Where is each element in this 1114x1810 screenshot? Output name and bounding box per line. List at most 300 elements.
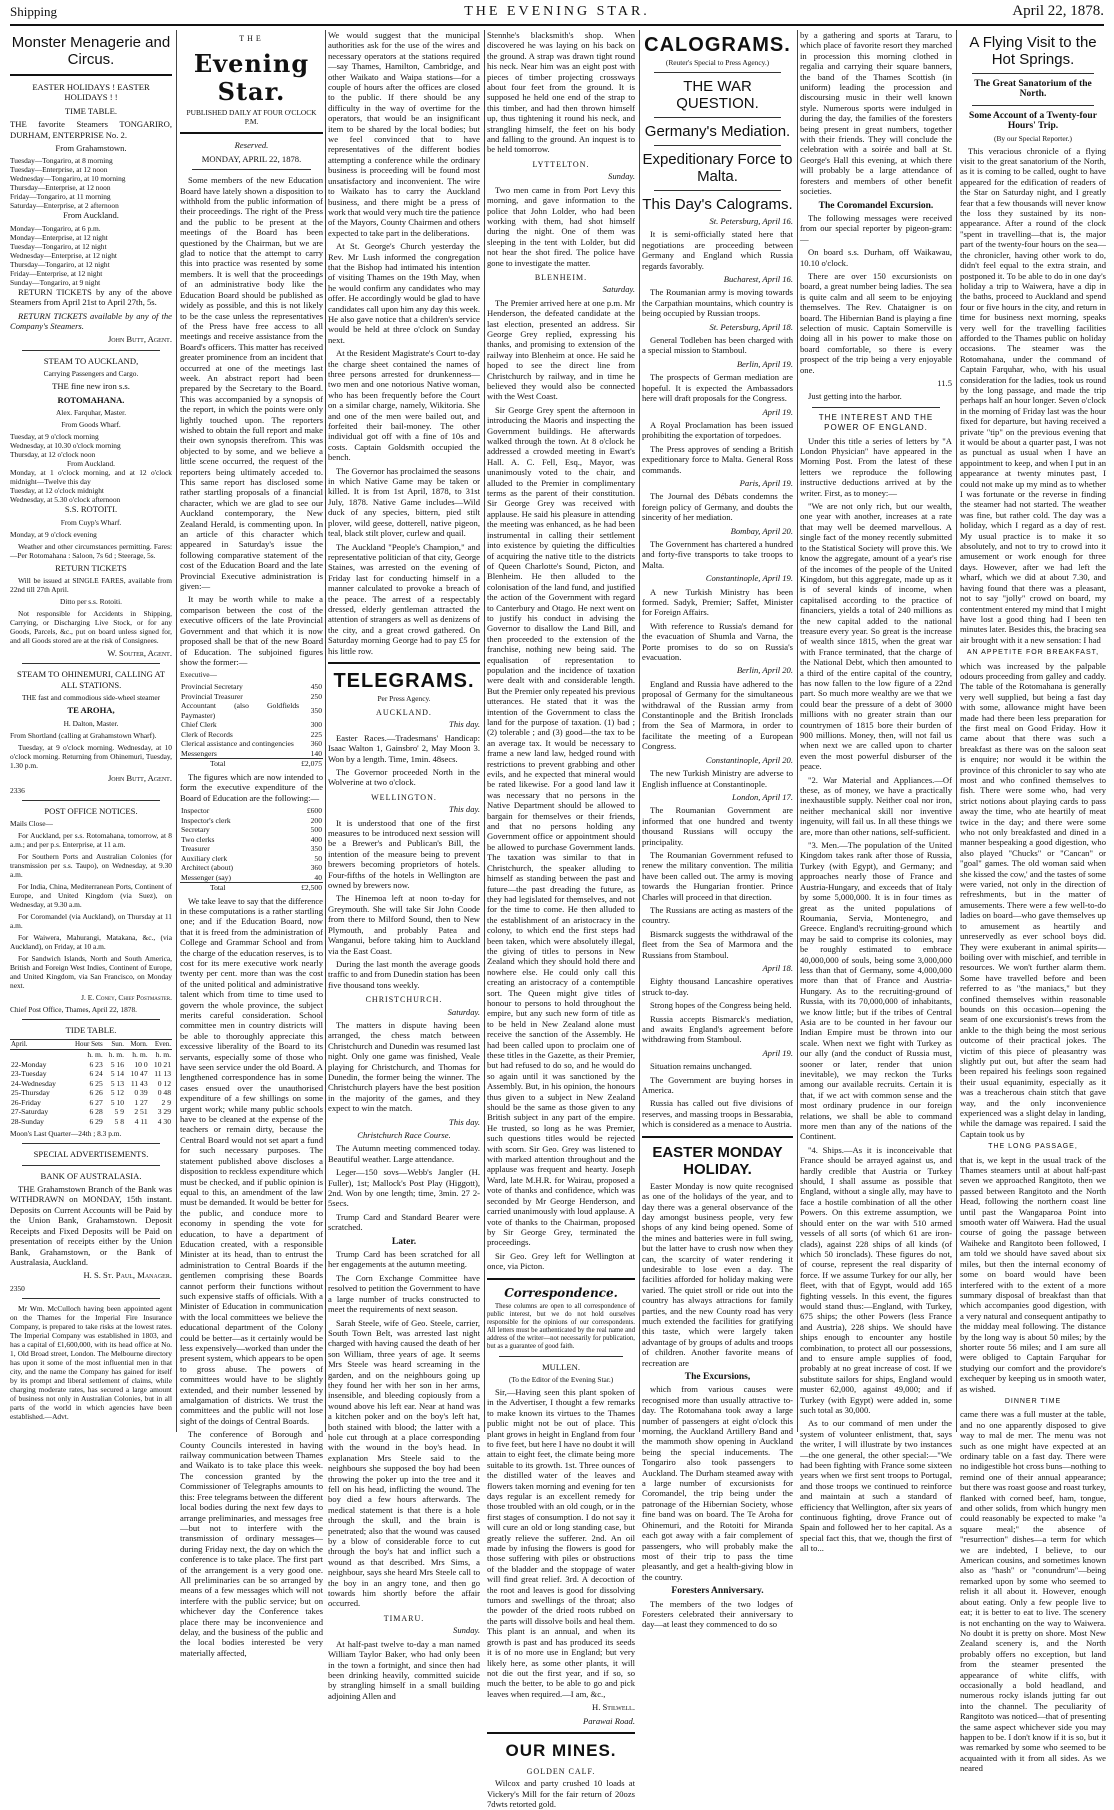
return-tickets-note: RETURN TICKETS available by any of the Company's Steamers. bbox=[10, 310, 172, 332]
leader-paragraph: The figures which are now intended to form the executive expenditure of the Board of Education are the following:— bbox=[180, 771, 323, 803]
tide-cell: 6 24 bbox=[89, 1069, 103, 1079]
cost-cell: Accountant (also Goldfields Paymaster) bbox=[181, 701, 300, 720]
calogram-text: Bismarck suggests the withdrawal of the fleet from the Sea of Marmora and the Russians from Stamboul. bbox=[642, 928, 793, 960]
article-paragraph: At the Resident Magistrate's Court to-day the charge sheet contained the names of three persons arrested for drunkenness—two men and one notorious Native woman, who has been frequently before the Court on a similar charge, namely, Wikitoria. She and one of the men were bailed out, and forfeited their bail-money. The other individual got off with a fine of 10s and costs. Captain Goldsmith occupied the bench. bbox=[328, 348, 480, 463]
te-aroha-intro: THE fast and commodious side-wheel steamer bbox=[21, 693, 161, 703]
dateline-place: WELLINGTON. bbox=[371, 792, 437, 802]
dateline-day: Saturday. bbox=[602, 284, 635, 295]
insurance-notice: Mr Wm. McCulloch having been appointed agent on the Thames for the Imperial Fire Insurance Company, is prepared to take risks at the lowest rates. The Imperial Company was established in 1803, and has a capital of £1,600,000, with its head office at No. 1, Old Broad street, London. The Melbourne directory has upon it some of the most influential men in that city, and the name the Company has gained for itself by its prompt and liberal settlement of claims, while charging moderate rates, has secured a large amount of business not only in Australian Colonies, but in all parts of the world in which agencies have been established.—Advt. bbox=[10, 1303, 172, 1421]
tide-cell: 5 8 bbox=[114, 1116, 125, 1126]
tide-cell: 3 29 bbox=[157, 1107, 171, 1117]
divider bbox=[10, 74, 172, 76]
cost-cell: Treasurer bbox=[181, 844, 210, 854]
tide-cell: 2 9 bbox=[161, 1097, 171, 1107]
cost-row bbox=[180, 825, 323, 835]
tide-cell: 23-Tuesday bbox=[11, 1069, 47, 1079]
cost-row bbox=[180, 854, 323, 864]
tide-unit bbox=[10, 1050, 67, 1060]
liability-note: Not responsible for Accidents in Shipping, Carrying, or Discharging Live Stock, or for any Goods, Parcels, &c., put on board unless signed for, and all Goods stored are at the risk of Consignees. bbox=[10, 608, 172, 645]
return-tickets-body: Will be issued at SINGLE FARES, available from 22nd till 27th April. bbox=[10, 575, 172, 594]
our-mines-heading: OUR MINES. bbox=[505, 1740, 617, 1760]
cost-cell: Inspector's clerk bbox=[181, 815, 231, 825]
leader-paragraph: Some members of the new Education Board have lately shown a disposition to withhold from the public information of their proceedings. The right of the Press and the public to be present at the meetings of the Board has been questioned by the Chairman, but we are glad to notice that the attempt to carry this into practice was resented by some members. It is well that the proceedings of an administrative body like the Education Board should be published as widely as possible, and this is not likely to be the case unless the representatives of the Press have free access to all meetings and receive assistance from the Board's officers. This matter has received greater prominence from an incident that occurred at one of the meetings last week. An abstract report had been prepared by the Secretary to the Board. This was accompanied by a synopsis of the report, in which the points were only lightly touched upon. The reporters wished to obtain the full report and make their own synopsis therefrom. This was objected to by some, and we believe a little scene occurred, the request of the reporters being ultimately acceded to. This same report has disclosed some rather startling proposals of a financial character, which we are glad to see our Auckland contemporary, the New Zealand Herald, is commenting upon. In an article of this character which appeared in Saturday's issue the following comparative statement of the cost of the Education Board and the late Provincial Executive administration is given:— bbox=[180, 175, 323, 592]
schedule-line: Wednesday, at 5.30 o'clock afternoon bbox=[10, 495, 121, 505]
article-paragraph: Easter Monday is now quite recognised as one of the holidays of the year, and to day there was a general observance of the day amongst business people, very few shops of any kind being opened. Some of the mines and batteries were in full swing, but the latter have to crush now when they can, the scarcity of water rendering it undesirable to lose even a day. The facilities afforded for holiday making were varied. The quiet stroll or ride out into the country has always attractions for family parties, and the new County road has very much extended the facilities for gratifying this taste, which were largely taken advantage of by groups of adults and troops of children. Another favorite means of recreation are bbox=[642, 1180, 793, 1368]
tide-cell: 0 12 bbox=[157, 1078, 171, 1088]
tide-cell: 25-Thursday bbox=[11, 1088, 50, 1098]
tide-cell: 6 27 bbox=[89, 1097, 103, 1107]
telegram-text: The Autumn meeting commenced today. Beautiful weather. Large attendance. bbox=[328, 1143, 480, 1164]
telegram-text: The Corn Exchange Committee have resolved to petition the Government to have a large number of trucks constructed to meet the requirements of next season. bbox=[328, 1272, 480, 1315]
postmaster-signature: J. E. Coney, Chief Postmaster. bbox=[81, 993, 172, 1003]
article-paragraph: The Governor has proclaimed the seasons in which Native Game may be taken or killed. It is from 1st April, 1878, to 31st July, 1878. Native Game includes—Wild duck of any species, bittern, pied stilt plover, wild geese, dotterell, native pigeon, teal, black stilt plover, curlew and quail. bbox=[328, 465, 480, 539]
calogram-text: Situation remains unchanged. bbox=[650, 1061, 752, 1072]
article-paragraph: On board s.s. Durham, off Waikawau, 10.10 o'clock. bbox=[800, 247, 952, 268]
letter-address: Parawai Road. bbox=[582, 1715, 635, 1726]
bank-heading: BANK OF AUSTRALASIA. bbox=[40, 1170, 142, 1181]
cost-row bbox=[180, 739, 323, 749]
calogram-text: The prospects of German mediation are hopeful. It is expected the Ambassadors here will draft proposals for the Congress. bbox=[642, 372, 793, 404]
coromandel-heading: The Coromandel Excursion. bbox=[818, 200, 934, 211]
article-paragraph: came there was a full muster at the table, and no one apparently disposed to give way to mal de mer. The menu was not such as one might have expected at an ordinary table on a fast day. There were no indigestible hot cross buns—nothing to remind one of their annual appearance; but there was roast goose and roast turkey, flanked with corned beef, ham, tongue, and other solids, from which hungry men could reasonably be expected to make "a square meal;" the absence of "resurrection" dishes—a term for which we are indebted, I believe, to our American cousins, and sometimes known also as "hash" or "conundrum"—being remarked upon by some who seemed to relish it all about it. However, enough about eating. Only a few people live to eat; it is better to eat to live. The scenery is not enchanting on the way to Waiwera. No doubt it is pretty on shore. Most New Zealand scenery is, and the North probably offers no exception, but land from the steamer presented the appearance of white cliffs, with occasionally a bold headland, and numerous rocky islands jutting far out into the channel. The peculiarity of Rangitoto was noticed—that of presenting the same aspect whichever side you may happen to be. I don't know if it is so, but it was remarked by some who seemed to be acquainted with it from all sides. As we neared bbox=[960, 1409, 1106, 1774]
calogram-text: The Journal des Débats condemns the foreign policy of Germany, and doubts the sincerity of her mediation. bbox=[642, 491, 793, 523]
tide-col-header: April. bbox=[10, 1039, 67, 1050]
telegram-text: Sir Geo. Grey left for Wellington at once, via Picton. bbox=[487, 1250, 635, 1272]
divider bbox=[22, 1019, 160, 1020]
column-excursion-england bbox=[800, 30, 952, 1554]
advert-number: 2350 bbox=[10, 1283, 25, 1293]
schedule-line: Tuesday, at 12 o'clock midnight bbox=[10, 486, 104, 496]
column-telegrams-correspondence bbox=[487, 30, 635, 1810]
cost-cell: 400 bbox=[310, 834, 322, 844]
tide-cell: 0 39 bbox=[134, 1088, 148, 1098]
message-time: 11.5 bbox=[937, 378, 952, 388]
cost-cell: Secretary bbox=[181, 825, 210, 835]
leader-date: MONDAY, APRIL 22, 1878. bbox=[201, 153, 302, 164]
dateline: Bombay, April 20. bbox=[730, 525, 793, 536]
cost-total-label: Total bbox=[180, 759, 300, 769]
correspondence-note: These columns are open to all correspondence of public interest, but we do not hold ourselves responsible for the opinions of our correspondents. All letters must be authenticated by the real name and address of the writer—not necessarily for publication, but as a guarantee of good faith. bbox=[487, 1302, 635, 1350]
calograms-heading: CALOGRAMS. bbox=[644, 34, 791, 56]
divider bbox=[972, 105, 1094, 106]
divider bbox=[487, 1732, 635, 1734]
post-notice-list bbox=[10, 831, 172, 990]
article-paragraph: At St. George's Church yesterday the Rev. Mr Lush informed the congregation that the Bishop had intimated his intention of visiting Thames on the 19th May, when he would confirm any candidates who may offer. He accordingly would be glad to have candidates call upon him any day this week. He also gave notice that a children's service would be held at three o'clock on Sunday next. bbox=[328, 241, 480, 345]
letter-to: (To the Editor of the Evening Star.) bbox=[508, 1374, 614, 1384]
expedition-heading: Expeditionary Force to Malta. bbox=[642, 151, 793, 185]
reuters-line: (Reuter's Special to Press Agency.) bbox=[665, 58, 770, 67]
tide-col-header: Hour Sets bbox=[67, 1039, 103, 1050]
cost-cell: 140 bbox=[310, 748, 322, 758]
calogram-text: General Todleben has been charged with a special mission to Stamboul. bbox=[642, 335, 793, 356]
column-rule bbox=[797, 30, 798, 1432]
cost-cell: 360 bbox=[310, 863, 322, 873]
cost-total-value: £2,075 bbox=[301, 759, 322, 769]
post-notice-item: For India, China, Mediterranean Ports, Continent of Europe, and United Kingdom (via Suez), on Wednesday, at 9.30 a.m. bbox=[10, 882, 172, 910]
tide-unit: h. m. bbox=[132, 1050, 148, 1060]
masthead-the: THE bbox=[239, 34, 264, 43]
calogram-text: With reference to Russia's demand for the evacuation of Shumla and Varna, the Porte promises to do so on Russia's evacuation. bbox=[642, 620, 793, 663]
article-paragraph: "2. War Material and Appliances.—Of these, as of money, we have a practically inexhaustible supply. Neither coal nor iron, neither mechanical skill nor inventive ingenuity, will fail us. In all these things we are, more than other nations, self-sufficient. bbox=[800, 774, 952, 837]
letter-body: Sir,—Having seen this plant spoken of in the Advertiser, I thought a few remarks to make known its virtues to the Thames public might not be out of place. This plant grows in height in England from four to five feet, but here I have no doubt it will attain to eight feet, the climate being more suitable to its growth. 1st. Three ounces of the distilled water of the leaves and flowers taken morning and evening for ten days regular is an excellent remedy for those troubled with an old cough, or in the first stages of consumption. I do not say it will cure an old or long standing case, but greatly relieve the sufferer. 2nd. An oil made by infusing the flowers is good for those suffering with piles or obstructions of the bladder and the stoppage of water will find great relief. 3rd. A decoction of the root and leaves is good for dissolving tumors and swellings of the throat; also the powder of the dried roots rubbed on the parts will dissolve boils and heal them. This plant is an annual, and when its growth is past and has produced its seeds it is of no more use in England; but very likely here, as some other plants, it will not die out the first year, and if so, so much the better, to be able to go and pick leaves when required.—I am, &c., bbox=[487, 1386, 635, 1699]
leader-paragraph: We take leave to say that the difference in these computations is a rather startling one; and if the Education Board, now that it is freed from the administration of College and Grammar School and from the charge of the education reserves, is to cost for its mere executive work nearly twenty per cent. more than was the cost of the united political and administrative talent which from time to time used to govern the whole province, the subject merits careful consideration. School committee men in country districts will be able to thoroughly appreciate this excessive liberality of the Board to its servants, especially some of those who have seen service under the old Board. A lengthened correspondence has in some cases ensued over the unauthorised expenditure of a few shillings on some urgent work; while many public schools have to be cleaned at the expense of the teachers or remain dirty, because the Central Board would not set apart a fund for such necessary purposes. The statement published above discloses a disposition to reckless expenditure which must be checked, and if public opinion is equal to this, an amendment of the law must be demanded. It would be better for the public, and conduce more to economy in spending the vote for education, to have a department of Education created, with a responsible Minister at its head, than to entrust the administration to Central Boards if the gentlemen comprising these Boards cannot perform their functions without such expensive staffs of officials. With a Minister of Education in communication with the local committees we believe the educational department of the Colony could be better—as it certainly would be less expensively—worked than under the present system, which appears to be open to gross abuse. The powers of committees would have to be slightly extended, and their number lessened by amalgamation of districts. We trust the committees and the public will not lose sight of the doings of Central Boards. bbox=[180, 895, 323, 1426]
section-subheading: AN APPETITE FOR BREAKFAST, bbox=[966, 649, 1100, 657]
dateline: London, April 17. bbox=[732, 791, 793, 802]
dateline: April 19. bbox=[762, 1047, 793, 1058]
steamers-intro: THE favorite Steamers TONGARIRO, DURHAM, ENTERPRISE No. 2. bbox=[10, 119, 172, 140]
cost-cell: 350 bbox=[310, 844, 322, 854]
schedule-line: Tuesday—Tongariro, at 8 morning bbox=[10, 156, 113, 166]
tide-cell: 5 12 bbox=[110, 1088, 125, 1098]
cost-row bbox=[180, 844, 323, 854]
telegram-text: The Hinemoa left at noon to-day for Greymouth. She will take Sir John Coode from there to Milford Sound, then to New Plymouth, and probably Patea and Wanganui, before taking him to Auckland via the East Coast. bbox=[328, 893, 480, 956]
article-paragraph: that is, we kept in the usual track of the Thames steamers until at about half-past seven we approached Rangitoto, then we passed between Rangitoto and the North Head, following the northern coast line until past the Wangaparoa Point into smooth water off Waiwera. Had the usual course of going the passage between Waiheke and Rangitoto been followed, I am told we should have saved about six miles, but then the internal economy of some on board would have been interfered with to the extent of a more summary disposal of breakfast than that which accompanies good digestion, with a very natural and consequent antipathy to the midday meal following. The distance by the long way is about 50 miles; by the shorter route 56 miles; and I am sure all were obliged to Captain Farquhar for studying our comfort and the providore's exchequer by keeping us in smooth water, as wished. bbox=[960, 1154, 1106, 1394]
dateline: Berlin, April 20. bbox=[736, 665, 793, 676]
dateline-day: Sunday. bbox=[453, 1625, 480, 1636]
schedule-line: Wednesday—Enterprise, at 12 night bbox=[10, 250, 117, 260]
reserved-line: Reserved. bbox=[234, 140, 269, 151]
tide-cell: 26-Friday bbox=[11, 1097, 41, 1107]
tide-row bbox=[10, 1088, 172, 1098]
article-paragraph: The following messages were received from our special reporter by pigeon-gram:— bbox=[800, 212, 952, 244]
cost-row bbox=[180, 730, 323, 740]
cost-cell: Clerk of Records bbox=[181, 729, 233, 739]
dateline: Constantinople, April 20. bbox=[705, 754, 793, 765]
publication-line: PUBLISHED DAILY AT FOUR O'CLOCK P.M. bbox=[186, 108, 317, 127]
cost-rows bbox=[180, 682, 323, 759]
cost-table-former bbox=[180, 682, 323, 769]
dateline: Bucharest, April 16. bbox=[723, 274, 793, 285]
cost-cell: 200 bbox=[310, 815, 322, 825]
calogram-text: The Roumanian Government are informed that one hundred and twenty thousand Russians will occupy the principality. bbox=[642, 805, 793, 847]
divider bbox=[22, 663, 160, 664]
article-paragraph: There are over 150 excursionists on board, a great number being ladies. The sea is quite calm and all seem to be enjoying themselves. The Rev. Chataigner is on board. The Hibernian Band is playing a fine selection of music. Captain Somerville is doing all in his power to make those on board comfortable, so there is every prospect of the trip being a very enjoyable one. bbox=[800, 270, 952, 375]
tide-unit: h. m. bbox=[108, 1050, 125, 1060]
cost-row bbox=[180, 692, 323, 702]
calogram-text: The Roumanian Government refused to renew the military convention. The militia have been called out. The army is moving towards the Hungarian frontier. Prince Charles will proceed in that direction. bbox=[642, 849, 793, 902]
divider bbox=[180, 132, 323, 134]
article-paragraph: The Auckland "People's Champion," and representative politician of that city, George Staines, was arrested on the evening of Friday last for conducting himself in a manner calculated to provoke a breach of the peace. The arrest of a respectably dressed, elderly gentleman attracted the attention of strangers as well as denizens of the city, and a great crowd gathered. On Saturday morning George had to pay £5 for his little row. bbox=[328, 541, 480, 656]
cost-row bbox=[180, 701, 323, 720]
column-rule bbox=[325, 30, 326, 1432]
tide-col-header: Sun. bbox=[104, 1039, 125, 1050]
divider bbox=[328, 662, 480, 664]
calogram-text: The Press approves of sending a British expeditionary force to Malta. General Ross commands. bbox=[642, 443, 793, 475]
cost-cell: Architect (about) bbox=[181, 863, 234, 873]
divider bbox=[812, 407, 940, 408]
tide-cell: 28-Sunday bbox=[11, 1116, 44, 1126]
telegram-text: At half-past twelve to-day a man named William Taylor Baker, who had only been in the town a fortnight, and since then had been drinking heavily, committed suicide by strangling himself in a small building adjoining Allen and bbox=[328, 1638, 480, 1701]
moon-phase: Moon's Last Quarter—24th ; 8.3 p.m. bbox=[10, 1129, 122, 1139]
tide-cell: 27-Saturday bbox=[11, 1107, 49, 1117]
dateline-day: Sunday. bbox=[608, 171, 635, 182]
bank-manager-signature: H. S. St. Paul, Manager. bbox=[83, 1270, 172, 1281]
column-leader bbox=[180, 30, 323, 1658]
dateline: St. Petersburg, April 16. bbox=[709, 216, 793, 226]
calogram-text: Russia accepts Bismarck's mediation, and awaits England's agreement before withdrawing from Stamboul. bbox=[642, 1013, 793, 1045]
cost-cell: 225 bbox=[310, 729, 322, 739]
telegram-text: The Premier arrived here at one p.m. Mr Henderson, the defeated candidate at the last election, presented an address. Sir George Grey replied, expressing his thanks, and promising to extension of the railway into Blenheim at once. He said he hoped to see the direct line from Christchurch by railway, and in time he believed they would also be connected with the West Coast. bbox=[487, 297, 635, 402]
cost-total-row bbox=[180, 759, 323, 769]
telegrams-heading: TELEGRAMS. bbox=[333, 669, 475, 692]
tide-cell: 5 13 bbox=[110, 1078, 125, 1088]
cost-cell: Clerical assistance and contingencies bbox=[181, 739, 294, 749]
tide-cell: 5 9 bbox=[114, 1107, 125, 1117]
post-notice-item: For Southern Ports and Australian Colonies (for transmission per s.s. Taupo), on Wednesday, at 9.30 a.m. bbox=[10, 852, 172, 880]
schedule-line: Friday—Enterprise, at 12 night bbox=[10, 268, 103, 278]
issue-date: April 22, 1878. bbox=[1012, 3, 1104, 19]
telegram-text: The Governor proceeded North in the Wolverine at two o'clock. bbox=[328, 767, 480, 788]
dateline: Berlin, April 19. bbox=[736, 358, 793, 369]
schedule-line: Tuesday, at 9 o'clock morning bbox=[10, 432, 99, 442]
press-agency-line: Per Press Agency. bbox=[377, 693, 431, 703]
ohinemuri-heading: STEAM TO OHINEMURI, CALLING AT ALL STATIONS. bbox=[17, 669, 165, 690]
schedule-line: Thursday—Tongariro, at 12 night bbox=[10, 259, 110, 269]
divider bbox=[22, 800, 160, 801]
rotomahana-name: ROTOMAHANA. bbox=[57, 394, 125, 405]
steam-auckland-heading: STEAM TO AUCKLAND, bbox=[43, 355, 139, 366]
tide-table-heading: TIDE TABLE. bbox=[65, 1025, 117, 1036]
column-rule bbox=[639, 30, 640, 1432]
leader-paragraph: The conference of Borough and County Councils interested in having railway communication between Thames and Waikato is to take place this week. The concession granted by the Commissioner of Telegraphs amounts to this: Free telegrams between the different local bodies during the next few days to arrange preliminaries, and messages free—but not to interfere with the transmission of ordinary messages—during Friday next, the day on which the conference is to take place. The first part of the arrangement is a very good one. All preliminaries can be so arranged by means of a few messages which will not interfere with the public service; but on whichever day the Conference takes place there may be inconvenience and delay, and the business of the public and the local bodies interested be very materially affected, bbox=[180, 1429, 323, 1658]
post-notice-item: For Sandwich Islands, North and South America, British and Foreign West Indies, Continent of Europe, and United Kingdom, via San Francisco, on Monday next. bbox=[10, 954, 172, 991]
calogram-text: England and Russia have adhered to the proposal of Germany for the simultaneous withdrawal of the Russian army from Constantinople and the British Ironclads from the Sea of Marmora, in order to facilitate the meeting of a European Congress. bbox=[642, 678, 793, 752]
tide-cell: 10 47 bbox=[130, 1069, 148, 1079]
tide-cell: 5 14 bbox=[110, 1069, 125, 1079]
post-notice-item: For Auckland, per s.s. Rotomahana, tomorrow, at 8 a.m.; and per p.s. Enterprise, at 11 a.m. bbox=[10, 831, 172, 850]
cost-cell: 40 bbox=[314, 872, 322, 882]
schedule-line: Tuesday—Enterprise, at 12 noon bbox=[10, 165, 108, 175]
calogram-text: It is semi-officially stated here that negotiations are proceeding between Germany and England which Russia regards favorably. bbox=[642, 229, 793, 271]
telegram-text: Leger—150 sovs—Webb's Jangler (H. Fuller), 1st; Mallock's Post Play (Higgott), 2nd. Won by one length; time, 3min. 27 2-5secs. bbox=[328, 1167, 480, 1209]
article-paragraph: Under this title a series of letters by "A London Physician" have appeared in the Morning Post. From the latest of these letters we reproduce the following instructive deductions arrived at by the writer. First, as to money:— bbox=[800, 435, 952, 498]
cost-cell: 50 bbox=[314, 853, 322, 863]
advert-number: 2336 bbox=[10, 785, 25, 795]
post-notice-item: For Coromandel (via Auckland), on Thursday at 11 a.m. bbox=[10, 912, 172, 931]
cost-cell: Messenger (say) bbox=[181, 872, 231, 882]
letter-signature: H. Stilwell. bbox=[592, 1702, 635, 1713]
schedule-line: Thursday—Enterprise, at 12 noon bbox=[10, 183, 111, 193]
divider bbox=[22, 1298, 160, 1299]
cost-total-label: Total bbox=[180, 883, 280, 893]
dateline-place: TIMARU. bbox=[383, 1613, 425, 1623]
column-hot-springs bbox=[960, 30, 1106, 1774]
foresters-heading: Foresters Anniversary. bbox=[671, 1586, 764, 1597]
calogram-text: A Royal Proclamation has been issued prohibiting the exportation of torpedoes. bbox=[642, 419, 793, 441]
tide-cell: 6 29 bbox=[89, 1116, 103, 1126]
calogram-text: The Government are buying horses in America. bbox=[642, 1074, 793, 1096]
tide-table bbox=[10, 1039, 172, 1127]
schedule-line: Monday—Tongariro, at 6 p.m. bbox=[10, 223, 101, 233]
cost-cell: Chief Clerk bbox=[181, 720, 217, 730]
tide-unit: h. m. bbox=[87, 1050, 103, 1060]
tide-row bbox=[10, 1117, 172, 1127]
executive-label: Executive— bbox=[180, 670, 217, 680]
from-auckland-heading: From Auckland. bbox=[63, 210, 119, 221]
tide-col-header: Even. bbox=[149, 1039, 172, 1050]
divider bbox=[972, 73, 1094, 74]
calogram-text: Eighty thousand Lancashire operatives struck to-day. bbox=[642, 976, 793, 997]
schedule-line: Saturday—Enterprise, at 2 afternoon bbox=[10, 201, 119, 211]
cost-row bbox=[180, 749, 323, 759]
divider bbox=[487, 1278, 635, 1280]
cost-rows bbox=[180, 806, 323, 883]
article-paragraph: Just getting into the harbor. bbox=[808, 391, 902, 402]
divider bbox=[654, 145, 781, 146]
article-paragraph: This veracious chronicle of a flying visit to the great sanatorium of the North, as it is coming to be called, ought to have appeared for the edification of readers of the Star on Saturday night, and I greatly fear that a few thousands will never know the loss they sustained by its non-appearance. After a round of the clock "spent in travelling—that is, the major part of the twenty-four hours on the sea—the chronicler, having other work to do, didn't feel equal to the extra strain, and postponed it. To be able to do in one day's holiday a trip to Waiwera, have a dip in the baths, proceed to Auckland and spend four or five hours in the city, and return in time for business next morning, speaks very well for the travelling facilities afforded to the Thames public on holiday occasions. The steamer was the Rotomahana, under the command of Captain Farquhar, who, with his usual consideration for the ladies, took us round by the long passage, and made the trip perhaps half an hour longer. Seven o'clock in the morning of Friday last was the hour fixed for departure, but having received a private "tip" on the previous evening that it would be about a quarter past, I was not as punctual as usual when I have an appointment to keep, and when I put in an appearance at twenty minutes past, I could not make up my mind as to whether I was fortunate or the reverse in finding the steamer had not started. The weather was fine, but rather cold. The day was a holiday, which I regard as a day of rest. My usual practice is to make it so absolutely, and not to try to crowd into it amusement or work enough for three days. However, after we had left the wharf, which we did at about 7.30, and having found that there was a pleasant, not to say "jolly" crowd on board, my contentment entered my mind that I might have lost a good thing had I been ten minutes later. Besides this, the bracing sea air brought with it a new sensation: I had bbox=[960, 145, 1106, 645]
return-tickets-text: RETURN TICKETS by any of the above Steamers from April 21st to April 27th, 5s. bbox=[10, 286, 172, 308]
post-notices-heading: POST OFFICE NOTICES. bbox=[44, 805, 138, 816]
cost-total-row bbox=[180, 883, 323, 893]
carrying-line: Carrying Passengers and Cargo. bbox=[43, 369, 139, 379]
tide-row bbox=[10, 1069, 172, 1079]
tide-rows bbox=[10, 1060, 172, 1127]
tide-cell: 5 10 bbox=[110, 1097, 125, 1107]
bank-notice: THE Grahamstown Branch of the Bank was WITHDRAWN on MONDAY, 15th instant. Deposits on Current Accounts will be Paid by the Union Bank, Grahamstown. Deposit Receipts and Fixed Deposits will be Paid on presentation of receipts either by the Union Bank, Grahamstown, or the Bank of Australasia, Auckland. bbox=[10, 1184, 172, 1267]
calogram-text: A new Turkish Ministry has been formed. Sadyk, Premier; Saffet, Minister for Foreign Affairs. bbox=[642, 586, 793, 618]
dateline: April 19. bbox=[762, 406, 793, 417]
trip-subheading: Some Account of a Twenty-four Hours' Trip. bbox=[969, 110, 1097, 132]
column-calograms bbox=[642, 30, 793, 1630]
post-notice-item: For Waiwera, Mahurangi, Matakana, &c., (via Auckland), on Friday, at 10 a.m. bbox=[10, 933, 172, 952]
weather-note: Weather and other circumstances permitting. Fares:—Per Rotomahana : Saloon, 7s 6d ; Steerage, 5s. bbox=[10, 541, 172, 560]
article-paragraph: "3. Men.—The population of the United Kingdom takes rank after those of Russia, Turkey (with Egypt), and Germany; and approaches nearly those of France and Austria-Hungary, and exceeds that of Italy by some 5,000,000. It is in four times as great as the united populations of Roumania, Servia, Montenegro, and Greece. England's recruiting-ground which may be said to comprise its colonies, may be roughly estimated to embrace 40,000,000 of souls, being some 3,000,000 less than that of Germany, some 4,000,000 more than that of France and Austria-Hungary. As to the recruiting-ground of Russia, with its 70,000,000 of inhabitants, we know little; but if the tribes of Central Asia are to be counted in her favour our Indian Empire must be thrown into our scale. When next we fight with Turkey as our ally (and the conduct of Russia must, sooner or later, render that union inevitable), we may reckon the Turks among our available recruits. Certain it is that, if we act with common sense and the most ordinary prudence in our foreign relations, we shall be able to command more men than any of the nations of the Continent. bbox=[800, 840, 952, 1142]
cost-cell: 300 bbox=[310, 720, 322, 730]
tide-cell: 6 23 bbox=[89, 1059, 103, 1069]
leader-paragraph: It may be worth while to make a comparison between the cost of the executive officers of the late Provincial Government and that which it is now proposed shall be that of the new Board of Education. The subjoined figures show the former:— bbox=[180, 594, 323, 667]
dateline: Paris, April 19. bbox=[739, 477, 793, 488]
telegram-text: Trump Card and Standard Bearer were scratched. bbox=[328, 1211, 480, 1233]
calogram-text: The Russians are acting as masters of the country. bbox=[642, 904, 793, 926]
telegram-text: Two men came in from Port Levy this morning, and gave information to the police that John Lolder, who had been working with them, had shot himself during the night. One of them was sleeping in the tent with Lolder, but did not hear the shot fired. The police have gone to investigate the matter. bbox=[487, 184, 635, 268]
dateline-place: LYTTELTON. bbox=[532, 159, 590, 169]
dateline-place: BLENHEIM. bbox=[534, 272, 588, 282]
tide-cell: 1 27 bbox=[134, 1097, 148, 1107]
easter-monday-heading: EASTER MONDAY HOLIDAY. bbox=[652, 1143, 783, 1178]
tide-cell: 4 30 bbox=[157, 1116, 171, 1126]
dateline-day: This day. bbox=[448, 1116, 480, 1127]
schedule-line: Tuesday—Tongariro, at 12 night bbox=[10, 241, 107, 251]
tide-cell: 5 16 bbox=[110, 1059, 125, 1069]
tide-cell: 6 26 bbox=[89, 1088, 103, 1098]
divider bbox=[654, 190, 781, 191]
cost-row bbox=[180, 873, 323, 883]
tide-unit-row bbox=[10, 1050, 172, 1060]
excursions-heading: The Excursions, bbox=[684, 1372, 751, 1382]
cost-cell: 350 bbox=[310, 706, 322, 716]
from-grahamstown-heading: From Grahamstown. bbox=[55, 143, 127, 154]
newspaper-title: THE EVENING STAR. bbox=[464, 4, 650, 19]
cost-total-value: £2,500 bbox=[280, 883, 323, 893]
tide-row bbox=[10, 1098, 172, 1108]
tide-cell: 2 51 bbox=[134, 1107, 148, 1117]
calogram-text: The Roumanian army is moving towards the Carpathian mountains, which country is being occupied by Russian troops. bbox=[642, 287, 793, 319]
article-paragraph: The members of the two lodges of Foresters celebrated their anniversary to day—at least they commenced to do so bbox=[642, 1598, 793, 1630]
byline: (By our Special Reporter.) bbox=[994, 133, 1072, 143]
divider bbox=[654, 117, 781, 118]
divider bbox=[499, 1356, 623, 1357]
schedule-line: Monday—Enterprise, at 12 night bbox=[10, 232, 108, 242]
cost-row bbox=[180, 816, 323, 826]
schedule-line: Monday, at 1 o'clock morning, and at 12 o'clock midnight—Twelve this day bbox=[10, 468, 172, 487]
article-paragraph: We would suggest that the municipal authorities ask for the use of the wires and necessary operators at the stations required—say Thames, Hamilton, Cambridge, and other Waikato and Waipa stations—for a couple of hours after the offices are closed to the public. If there should be any difficulty in the way of overtime for the operators, that would be an insignificant item to be shared by the local bodies; but we feel convinced that to have representatives of the different bodies attempting a conference while the ordinary business is proceeding will be found most unsatisfactory and inconvenient. The wire to Waikato has to carry the Auckland business, and there might be a press of work that would very much tire the patience of the Mayors, County Chairmen and others expected to take part in the deliberations. bbox=[328, 30, 481, 238]
menagerie-advert-title: Monster Menagerie and Circus. bbox=[11, 34, 171, 68]
cost-row bbox=[180, 835, 323, 845]
divider bbox=[192, 169, 311, 170]
ditto-line: Ditto per s.s. Rotoiti. bbox=[59, 596, 122, 606]
tide-cell: 10 0 bbox=[134, 1059, 148, 1069]
tide-cell: 24-Wednesday bbox=[11, 1078, 56, 1088]
cost-cell: Provincial Treasurer bbox=[181, 691, 243, 701]
calogram-text: The new Turkish Ministry are adverse to English influence at Constantinople. bbox=[642, 768, 793, 789]
post-office-date: Chief Post Office, Thames, April 22, 1878. bbox=[10, 1005, 137, 1015]
rotomahana-schedule bbox=[10, 432, 172, 504]
mediation-heading: Germany's Mediation. bbox=[644, 123, 791, 140]
time-table-heading: TIME TABLE. bbox=[64, 105, 118, 116]
column-rule bbox=[484, 30, 485, 1432]
dateline-day: Saturday. bbox=[447, 1006, 480, 1017]
cost-cell: 360 bbox=[310, 739, 322, 749]
dateline-place: CHRISTCHURCH. bbox=[365, 995, 443, 1005]
schedule-auckland bbox=[10, 224, 172, 287]
cost-row bbox=[180, 863, 323, 873]
goods-wharf: From Goods Wharf. bbox=[61, 420, 121, 430]
te-aroha-name: TE AROHA, bbox=[67, 705, 115, 716]
this-days-heading: This Day's Calograms. bbox=[642, 196, 793, 213]
section-subheading: DINNER TIME bbox=[1004, 1397, 1062, 1405]
article-paragraph: which from various causes were recognised more than usually attractive to-day. The Rotomahana took away a large number of passengers at eight o'clock this morning, the Auckland Artillery Band and the mammoth show opening in Auckland being the special inducements. The Tongariro also took passengers to Auckland. The Durham steamed away with a large number of excursionists for Coromandel, the trip being under the patronage of the Hibernian Society, whose fine band was on board. The Te Aroha for Ohinemuri, and the Rotoiti for Miranda each got away with a fair complement of passengers, who will probably make the most of their trip to pass the time pleasantly, and get a health-giving blow in the country. bbox=[642, 1384, 793, 1582]
return-tickets-heading: RETURN TICKETS bbox=[55, 562, 127, 573]
dateline: April 18. bbox=[762, 963, 793, 973]
special-ads-heading: SPECIAL ADVERTISEMENTS. bbox=[33, 1149, 149, 1160]
divider bbox=[22, 350, 160, 351]
schedule-line: Thursday, at 12 o'clock noon bbox=[10, 450, 96, 460]
section-label: Shipping bbox=[10, 4, 57, 19]
telegram-text: During the last month the average goods traffic to and from Dunedin station has been five thousand tons weekly. bbox=[328, 958, 480, 990]
schedule-line: Friday—Tongariro, at 11 morning bbox=[10, 192, 111, 202]
telegram-text: Easter Races.—Tradesmans' Handicap: Isaac Walton 1, Gainsbro' 2, May Moon 3. Won by a length. Time, 1min. 48secs. bbox=[328, 732, 480, 764]
mine-name: GOLDEN CALF. bbox=[526, 1766, 596, 1776]
tide-cell: 22-Monday bbox=[11, 1059, 47, 1069]
cost-cell: Messengers bbox=[181, 748, 217, 758]
schedule-subheading: From Auckland. bbox=[66, 459, 116, 469]
schedule-line: Sunday—Tongariro, at 9 night bbox=[10, 277, 101, 287]
cost-row bbox=[180, 720, 323, 730]
cost-table-proposed bbox=[180, 806, 323, 893]
cost-cell: 500 bbox=[310, 825, 322, 835]
column-rule bbox=[176, 30, 177, 1432]
tide-row bbox=[10, 1079, 172, 1089]
war-question-heading: THE WAR QUESTION. bbox=[676, 78, 759, 112]
dateline-place: AUCKLAND. bbox=[376, 707, 432, 717]
cost-cell: Auxiliary clerk bbox=[181, 853, 228, 863]
article-paragraph: by a gathering and sports at Tararu, to which place of favorite resort they marched in procession this morning clothed in regalia and carrying their square banners, the band of the Thames Scottish (in uniform) leading the procession and discoursing music in their well known style. Numerous sports were indulged in during the day, the families of the foresters being present in great numbers, together with their friends. They will conclude the celebration with a soirée and ball at St. George's Hall this evening, at which there will probably be a large attendance of foresters and members of other benefit societies. bbox=[800, 30, 952, 197]
mails-close: Mails Close— bbox=[10, 819, 53, 829]
calogram-text: The Government has chartered a hundred and forty-five transports to take troops to Malta. bbox=[642, 538, 793, 570]
telegram-text: Trump Card has been scratched for all her engagements at the autumn meeting. bbox=[328, 1249, 480, 1270]
cost-row bbox=[180, 806, 323, 816]
race-course-heading: Christchurch Race Course. bbox=[357, 1130, 451, 1140]
cost-cell: Provincial Secretary bbox=[181, 682, 243, 692]
section-subheading: THE LONG PASSAGE, bbox=[988, 1143, 1078, 1151]
dateline: Constantinople, April 19. bbox=[705, 573, 793, 584]
tide-row bbox=[10, 1060, 172, 1070]
cost-row bbox=[180, 682, 323, 692]
rotomahana-master: Alex. Farquhar, Master. bbox=[55, 408, 127, 418]
telegram-text: The matters in dispute having been arranged, the chess match between Christchurch and Dunedin was resumed last night. Only one game was finished, Veale playing for Christchurch, and Thomas for Dunedin, the former being the winner. The Christchurch players have the best position in the majority of the games, and they expect to win the match. bbox=[328, 1019, 480, 1114]
tide-unit: h. m. bbox=[155, 1050, 171, 1060]
cost-cell: Inspector bbox=[181, 806, 210, 816]
